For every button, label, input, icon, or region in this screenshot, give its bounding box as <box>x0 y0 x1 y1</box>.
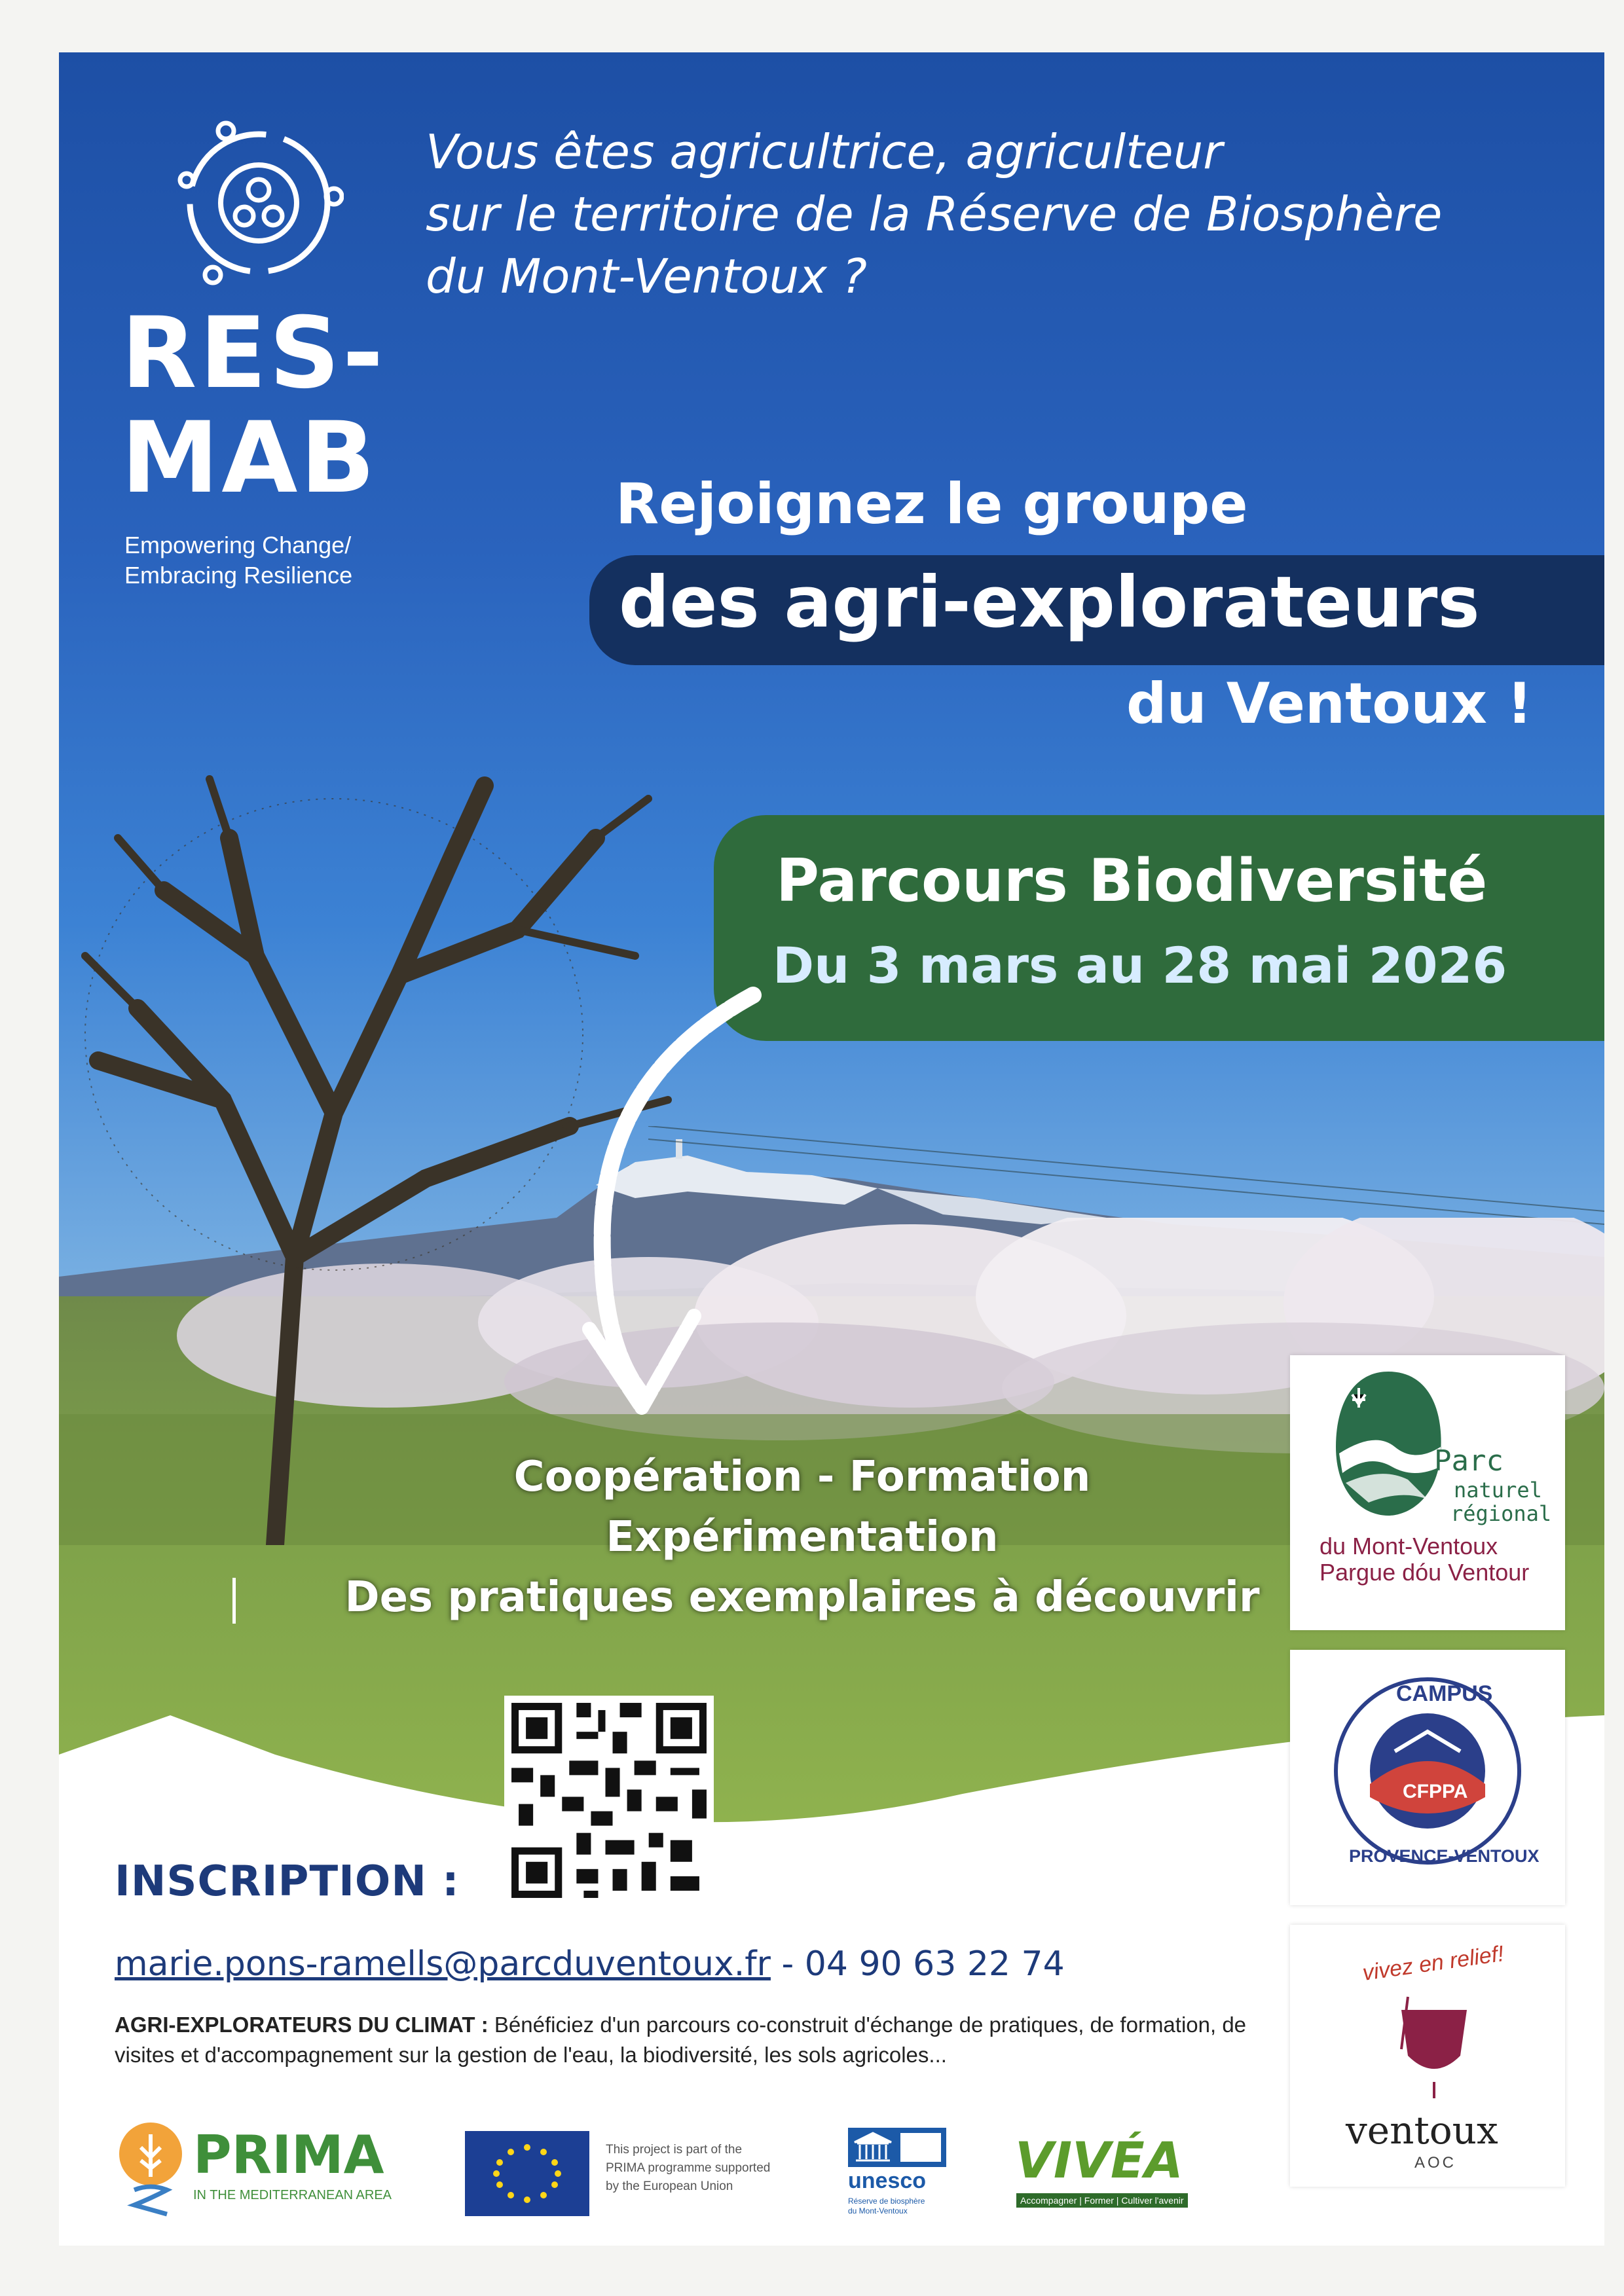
contact-line <box>115 1944 1065 1984</box>
parc-word: Parc <box>1434 1444 1504 1478</box>
resmab-network-icon <box>174 118 344 288</box>
resmab-title-line1: RES- <box>121 297 386 410</box>
divider <box>232 1578 236 1624</box>
ventoux-aoc: AOC <box>1414 2154 1457 2172</box>
contact-email-link[interactable]: marie.pons-ramells@parcduventoux.fr <box>115 1944 771 1984</box>
parc-regional: régional <box>1450 1501 1552 1526</box>
resmab-title-line2: MAB <box>121 401 378 515</box>
parc-naturel: naturel <box>1454 1478 1542 1503</box>
resmab-title <box>121 297 422 515</box>
eu-text-line1: This project is part of the <box>606 2143 743 2157</box>
prima-sun-icon <box>115 2121 187 2219</box>
ventoux-name: ventoux <box>1346 2108 1498 2153</box>
unesco-sub-line2: du Mont-Ventoux <box>848 2206 908 2215</box>
prima-name: PRIMA <box>193 2124 384 2185</box>
campus-region-label: PROVENCE-VENTOUX <box>1349 1846 1540 1866</box>
poster <box>59 52 1604 2246</box>
eu-text-line3: by the European Union <box>606 2179 733 2193</box>
intro-line3: du Mont-Ventoux ? <box>426 249 867 304</box>
inscription-label: INSCRIPTION : <box>115 1857 460 1906</box>
intro-line2: sur le territoire de la Réserve de Biosphère <box>426 187 1443 242</box>
vivea-name: VIVÉA <box>1015 2131 1183 2189</box>
ventoux-slogan: vivez en relief! <box>1361 1941 1505 1986</box>
intro-question <box>426 121 1578 308</box>
contact-phone: 04 90 63 22 74 <box>804 1944 1065 1984</box>
unesco-temple-icon <box>848 2128 946 2167</box>
eu-text-line2: PRIMA programme supported <box>606 2161 771 2175</box>
unesco-subtitle <box>848 2196 925 2216</box>
headline-line2: des agri-explorateurs <box>619 562 1480 644</box>
chalk-arrow-icon <box>530 975 779 1434</box>
ventoux-aoc-logo <box>1290 1925 1565 2187</box>
unesco-name: unesco <box>848 2168 927 2193</box>
headline-line1: Rejoignez le groupe <box>616 471 1248 537</box>
parc-ventoux-logo <box>1290 1355 1565 1630</box>
tagline-line2: Embracing Resilience <box>124 562 353 589</box>
resmab-tagline <box>124 530 352 591</box>
parc-emblem-icon <box>1329 1368 1447 1519</box>
contact-separator: - <box>770 1944 805 1984</box>
description-bold: AGRI-EXPLORATEURS DU CLIMAT : <box>115 2013 489 2037</box>
description-body: Bénéficiez d'un parcours co-construit d'échange de pratiques, de formation, de visites et d'accompagnement sur la gestion de l'eau, la biodiversité, les sols agricoles... <box>115 2013 1247 2067</box>
themes-text <box>268 1447 1336 1628</box>
wine-glass-icon <box>1388 1984 1480 2102</box>
parc-provencal-name: Pargue dóu Ventour <box>1320 1559 1530 1586</box>
program-dates: Du 3 mars au 28 mai 2026 <box>773 936 1507 994</box>
eu-funding-text <box>606 2141 770 2196</box>
cfppa-label: CFPPA <box>1403 1781 1468 1802</box>
parc-name: du Mont-Ventoux <box>1320 1533 1498 1559</box>
themes-line3: Des pratiques exemplaires à découvrir <box>344 1573 1260 1622</box>
qr-code-icon[interactable] <box>504 1696 714 1905</box>
prima-subtitle: IN THE MEDITERRANEAN AREA <box>193 2188 392 2202</box>
tagline-line1: Empowering Change/ <box>124 532 352 558</box>
unesco-sub-line1: Réserve de biosphère <box>848 2196 925 2206</box>
eu-flag-icon <box>465 2131 589 2216</box>
themes-line1: Coopération - Formation <box>513 1453 1091 1501</box>
campus-cfppa-logo <box>1290 1650 1565 1905</box>
vivea-tagline: Accompagner | Former | Cultiver l'avenir <box>1016 2193 1188 2208</box>
intro-line1: Vous êtes agricultrice, agriculteur <box>426 124 1223 179</box>
program-title: Parcours Biodiversité <box>776 847 1488 915</box>
campus-label: CAMPUS <box>1396 1681 1493 1706</box>
headline-line3: du Ventoux ! <box>1126 671 1533 737</box>
description-text <box>115 2010 1293 2070</box>
themes-line2: Expérimentation <box>606 1513 999 1561</box>
